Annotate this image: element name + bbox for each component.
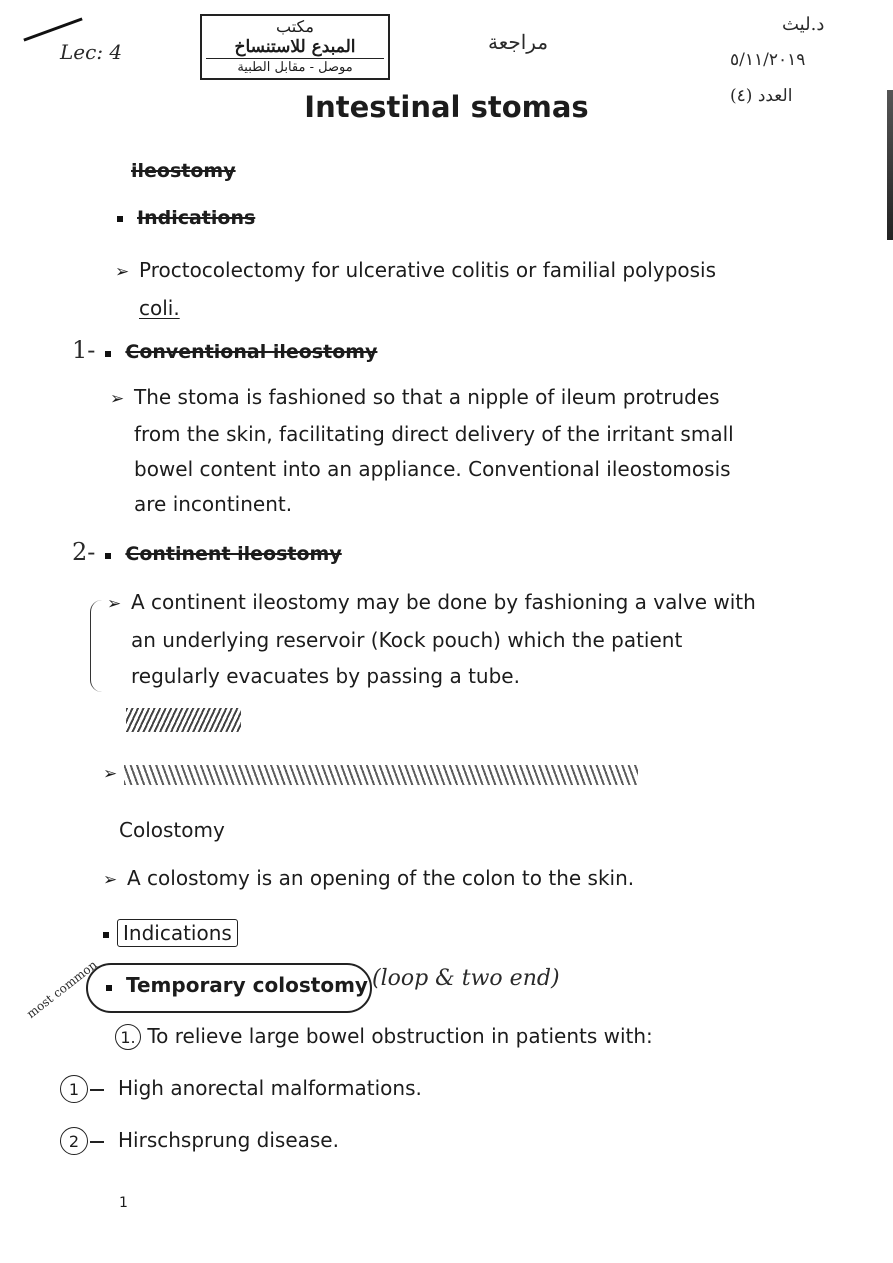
handwritten-doctor-name: د.ليث	[782, 14, 825, 35]
ileostomy-heading: ileostomy	[131, 160, 236, 182]
copy-shop-stamp	[200, 14, 390, 80]
colostomy-sub-item-2	[60, 1127, 339, 1155]
pen-stroke-mark	[23, 17, 82, 41]
colostomy-indications-label: Indications	[117, 919, 238, 947]
colostomy-definition	[103, 866, 634, 890]
bullet-square-icon	[117, 216, 123, 222]
scribbled-out-heading	[126, 708, 241, 732]
conventional-line-3: bowel content into an appliance. Conventional ileostomosis	[134, 457, 731, 481]
handwritten-circled-1: 1	[60, 1075, 88, 1103]
bullet-square-icon	[106, 985, 112, 991]
conventional-ileostomy-text	[110, 380, 734, 522]
bullet-square-icon	[103, 932, 109, 938]
continent-line-2: an underlying reservoir (Kock pouch) which the patient	[131, 628, 683, 652]
handwritten-circled-2: 2	[60, 1127, 88, 1155]
stamp-line-3: موصل - مقابل الطبية	[206, 58, 384, 77]
temporary-colostomy-label: Temporary colostomy	[126, 973, 368, 997]
scribbled-out-line	[124, 765, 638, 785]
handwritten-review-note: مراجعة	[488, 30, 549, 54]
continent-ileostomy-heading	[72, 538, 342, 566]
scribbled-arrow-icon: ➢	[103, 764, 118, 784]
stamp-line-1: مكتب	[276, 17, 314, 36]
arrow-bullet-icon: ➢	[107, 594, 122, 614]
continent-ileostomy-label: Continent ileostomy	[125, 543, 342, 565]
page-number: 1	[119, 1195, 128, 1211]
colostomy-sub-item-1-text: High anorectal malformations.	[118, 1076, 422, 1100]
handwritten-brace	[90, 600, 105, 692]
indications-line-2: coli.	[139, 296, 180, 320]
handwritten-margin-note: most common	[24, 957, 100, 1022]
indications-text	[115, 252, 716, 326]
ileostomy-indications	[117, 207, 255, 229]
arrow-bullet-icon: ➢	[103, 870, 118, 890]
conventional-ileostomy-heading	[72, 336, 377, 364]
indications-line-1: Proctocolectomy for ulcerative colitis or familial polyposis	[139, 258, 717, 282]
circled-number-1: 1.	[115, 1024, 141, 1050]
indications-label: Indications	[137, 207, 256, 229]
continent-line-1: A continent ileostomy may be done by fashioning a valve with	[131, 590, 756, 614]
handwritten-lecture-number: Lec: 4	[60, 40, 123, 64]
colostomy-sub-item-1	[60, 1075, 422, 1103]
handwritten-date: ٥/١١/٢٠١٩	[730, 50, 806, 70]
conventional-line-1: The stoma is fashioned so that a nipple of ileum protrudes	[134, 385, 720, 409]
colostomy-heading: Colostomy	[119, 818, 225, 842]
colostomy-definition-text: A colostomy is an opening of the colon to the skin.	[127, 866, 635, 890]
arrow-bullet-icon: ➢	[110, 389, 125, 409]
continent-ileostomy-text	[107, 584, 756, 694]
stamp-line-2: المبدع للاستنساخ	[234, 37, 356, 57]
colostomy-item-1	[115, 1024, 653, 1050]
conventional-ileostomy-label: Conventional ileostomy	[125, 341, 378, 363]
conventional-line-4: are incontinent.	[134, 492, 293, 516]
colostomy-indications	[103, 921, 238, 945]
bullet-square-icon	[105, 351, 111, 357]
handwritten-number-1: 1-	[72, 336, 96, 364]
colostomy-sub-item-2-text: Hirschsprung disease.	[118, 1128, 339, 1152]
handwritten-issue-number: العدد (٤)	[730, 86, 793, 106]
dash-mark	[90, 1141, 104, 1143]
arrow-bullet-icon: ➢	[115, 262, 130, 282]
conventional-line-2: from the skin, facilitating direct delivery of the irritant small	[134, 422, 734, 446]
continent-line-3: regularly evacuates by passing a tube.	[131, 664, 520, 688]
colostomy-item-1-text: To relieve large bowel obstruction in patients with:	[147, 1024, 653, 1048]
temporary-colostomy	[106, 973, 368, 997]
dash-mark	[90, 1089, 104, 1091]
bullet-square-icon	[105, 553, 111, 559]
page-title: Intestinal stomas	[304, 90, 589, 124]
handwritten-temporary-note: (loop & two end)	[372, 966, 560, 991]
handwritten-number-2: 2-	[72, 538, 96, 566]
